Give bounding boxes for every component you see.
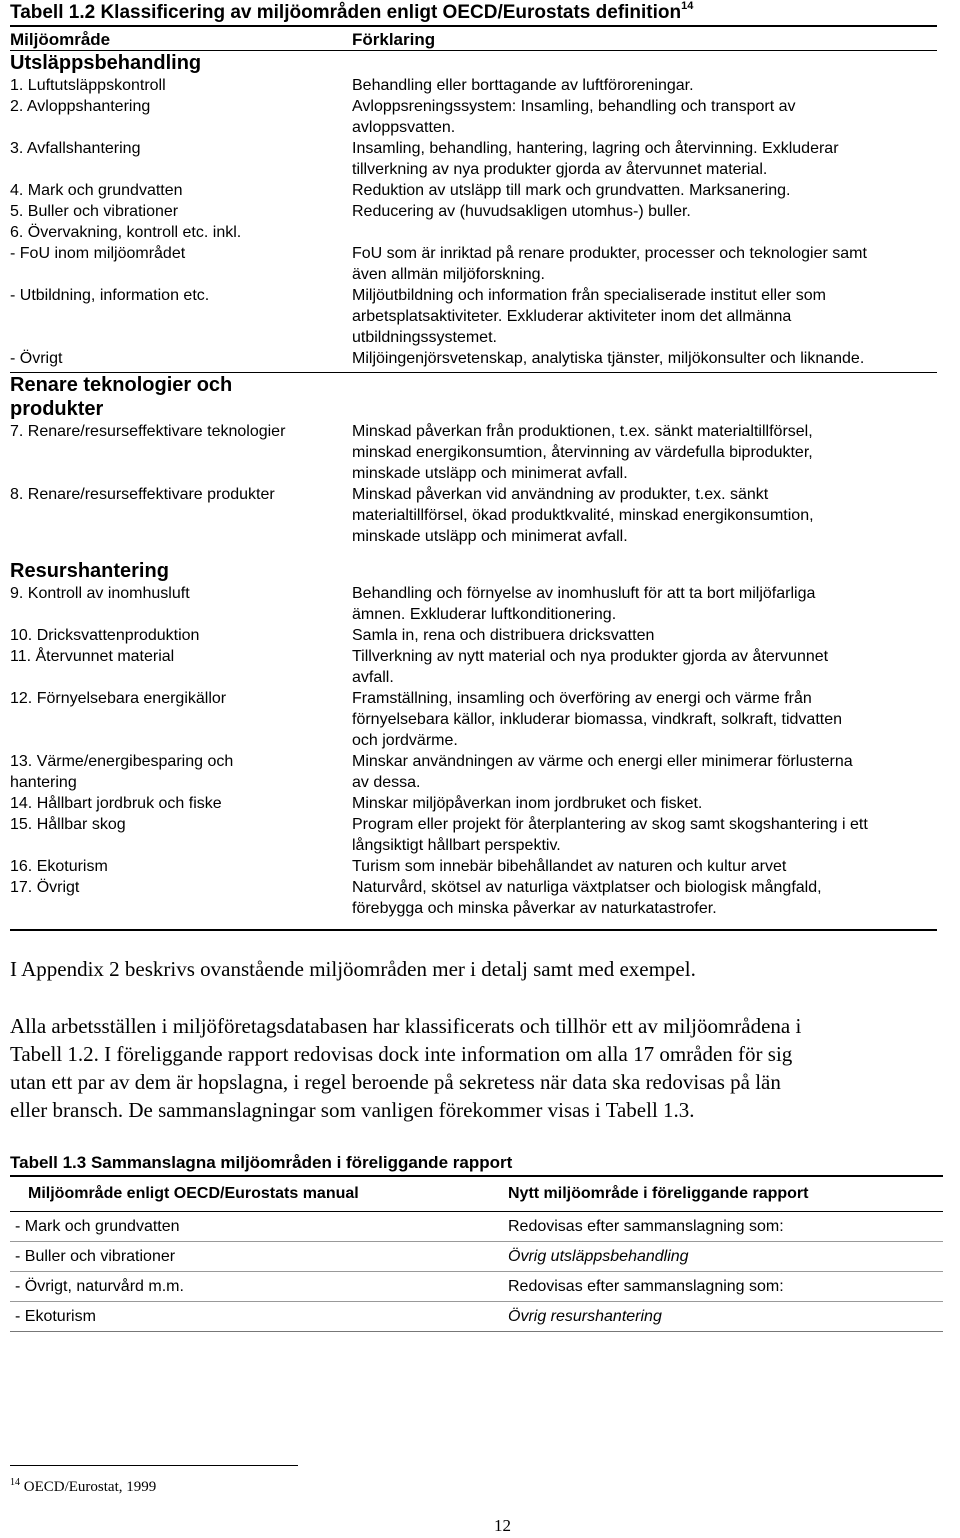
table-1-3-header — [10, 1177, 943, 1211]
table-row — [10, 484, 937, 547]
new-area-cell: Övrig utsläppsbehandling — [508, 1247, 689, 1265]
table-row — [10, 583, 937, 625]
paragraph-classification — [10, 1012, 960, 1124]
section-heading-1: Utsläppsbehandling — [10, 52, 202, 74]
description-line: Framställning, insamling och överföring av energi och värme från — [352, 690, 812, 707]
description-line: Reduktion av utsläpp till mark och grundvatten. Marksanering. — [352, 182, 791, 199]
area-line: 3. Avfallshantering — [10, 140, 141, 157]
header-new: Nytt miljöområde i föreliggande rapport — [508, 1185, 809, 1202]
area-line: 10. Dricksvattenproduktion — [10, 627, 200, 644]
section-1-rows — [10, 75, 937, 222]
area-line: 2. Avloppshantering — [10, 98, 151, 115]
area-line: 12. Förnyelsebara energikällor — [10, 690, 227, 707]
description-line: utbildningssystemet. — [352, 329, 497, 346]
description-line: arbetsplatsaktiviteter. Exkluderar aktiviteter inom det allmänna — [352, 308, 792, 325]
table-1-2-caption — [10, 2, 693, 24]
area-line: 1. Luftutsläppskontroll — [10, 77, 166, 94]
new-area-cell: Redovisas efter sammanslagning som: — [508, 1217, 784, 1235]
area-line: hantering — [10, 774, 77, 791]
header-area: Miljöområde — [10, 30, 111, 49]
section-heading-3: Resurshantering — [10, 560, 169, 582]
description-line: förebygga och minska påverkar av naturkatastrofer. — [352, 900, 717, 917]
table-row — [10, 646, 937, 688]
description-cell — [352, 625, 937, 646]
area-line: 17. Övrigt — [10, 879, 80, 896]
oecd-area-cell: - Mark och grundvatten — [15, 1217, 180, 1235]
area-line: 14. Hållbart jordbruk och fiske — [10, 795, 222, 812]
description-cell — [352, 793, 937, 814]
table-row — [10, 814, 937, 856]
description-cell — [352, 856, 937, 877]
section-3-rows — [10, 583, 937, 919]
table-row — [10, 1302, 943, 1332]
description-cell — [352, 348, 937, 369]
description-line: Behandling eller borttagande av luftföroreningar. — [352, 77, 694, 94]
area-cell — [10, 201, 352, 222]
area-cell — [10, 180, 352, 201]
description-line: Program eller projekt för återplantering av skog samt skogshantering i ett — [352, 816, 868, 833]
description-cell — [352, 814, 937, 856]
description-line: FoU som är inriktad på renare produkter, processer och teknologier samt — [352, 245, 867, 262]
description-cell — [352, 646, 937, 688]
area-line: 7. Renare/resurseffektivare teknologier — [10, 423, 286, 440]
section-heading-2-line1: Renare teknologier och — [10, 374, 233, 396]
description-cell — [352, 243, 937, 285]
page-number: 12 — [494, 1516, 511, 1535]
table-row — [10, 625, 937, 646]
description-cell — [352, 484, 937, 547]
table-row — [10, 688, 937, 751]
description-line: ämnen. Exkluderar luftkonditionering. — [352, 606, 617, 623]
area-cell — [10, 484, 352, 547]
area-line: 11. Återvunnet material — [10, 648, 175, 665]
description-line: Naturvård, skötsel av naturliga växtplatser och biologisk mångfald, — [352, 879, 822, 896]
description-line: och jordvärme. — [352, 732, 458, 749]
new-area-cell: Övrig resurshantering — [508, 1307, 662, 1325]
footnote — [10, 1477, 156, 1496]
table-row — [10, 285, 937, 348]
description-cell — [352, 688, 937, 751]
description-line: Minskad påverkan vid användning av produkter, t.ex. sänkt — [352, 486, 769, 503]
area-line: - Utbildning, information etc. — [10, 287, 210, 304]
item-6-heading: 6. Övervakning, kontroll etc. inkl. — [10, 224, 242, 241]
description-line: Samla in, rena och distribuera dricksvatten — [352, 627, 655, 644]
description-line: Reducering av (huvudsakligen utomhus-) buller. — [352, 203, 691, 220]
table-row — [10, 243, 937, 285]
description-line: materialtillförsel, ökad produktkvalité, minskad energikonsumtion, — [352, 507, 814, 524]
paragraph-appendix: I Appendix 2 beskrivs ovanstående miljöområden mer i detalj samt med exempel. — [10, 957, 696, 981]
footnote-number: 14 — [10, 1477, 20, 1488]
description-line: Tillverkning av nytt material och nya produkter gjorda av återvunnet — [352, 648, 829, 665]
table-row — [10, 877, 937, 919]
table-row — [10, 75, 937, 96]
description-line: Insamling, behandling, hantering, lagring och återvinning. Exkluderar — [352, 140, 839, 157]
description-cell — [352, 201, 937, 222]
table-header — [10, 27, 937, 50]
area-line: 9. Kontroll av inomhusluft — [10, 585, 190, 602]
area-cell — [10, 814, 352, 856]
description-line: av dessa. — [352, 774, 421, 791]
description-line: Miljöutbildning och information från specialiserade institut eller som — [352, 287, 827, 304]
description-line: även allmän miljöforskning. — [352, 266, 545, 283]
table-row — [10, 1272, 943, 1302]
description-cell — [352, 180, 937, 201]
description-line: Avloppsreningssystem: Insamling, behandling och transport av — [352, 98, 796, 115]
oecd-area-cell: - Buller och vibrationer — [15, 1247, 176, 1265]
section-6-rows — [10, 243, 937, 369]
table-row — [10, 138, 937, 180]
area-line: 13. Värme/energibesparing och — [10, 753, 234, 770]
header-explanation: Förklaring — [352, 30, 436, 49]
table-row — [10, 348, 937, 369]
area-line: 5. Buller och vibrationer — [10, 203, 179, 220]
oecd-area-cell: - Ekoturism — [15, 1307, 96, 1325]
table-row — [10, 793, 937, 814]
area-line: - Övrigt — [10, 350, 63, 367]
table-1-3-caption: Tabell 1.3 Sammanslagna miljöområden i föreliggande rapport — [10, 1153, 513, 1172]
area-cell — [10, 348, 352, 369]
area-cell — [10, 138, 352, 180]
table-row — [10, 856, 937, 877]
area-line: 8. Renare/resurseffektivare produkter — [10, 486, 275, 503]
description-line: Minskar användningen av värme och energi eller minimerar förlusterna — [352, 753, 853, 770]
description-line: långsiktigt hållbart perspektiv. — [352, 837, 561, 854]
footnote-rule — [10, 1465, 298, 1466]
description-line: minskade utsläpp och minimerat avfall. — [352, 528, 628, 545]
description-line: Miljöingenjörsvetenskap, analytiska tjänster, miljökonsulter och liknande. — [352, 350, 865, 367]
caption-text: Tabell 1.2 Klassificering av miljöområden enligt OECD/Eurostats definition — [10, 2, 682, 23]
description-line: avfall. — [352, 669, 394, 686]
paragraph-line: utan ett par av dem är hopslagna, i regel beroende på sekretess när data ska redovisas på län — [10, 1070, 781, 1094]
area-cell — [10, 793, 352, 814]
table-1-3 — [10, 1175, 943, 1332]
description-cell — [352, 138, 937, 180]
table-row — [10, 180, 937, 201]
section-heading-2 — [10, 373, 937, 421]
area-cell — [10, 243, 352, 285]
area-cell — [10, 751, 352, 793]
paragraph-line: Tabell 1.2. I föreliggande rapport redovisas dock inte information om alla 17 områden för sig — [10, 1042, 793, 1066]
description-line: avloppsvatten. — [352, 119, 456, 136]
description-cell — [352, 583, 937, 625]
section-heading-2-line2: produkter — [10, 398, 104, 420]
footnote-ref: 14 — [681, 0, 694, 12]
header-oecd: Miljöområde enligt OECD/Eurostats manual — [28, 1185, 359, 1202]
area-cell — [10, 285, 352, 348]
description-line: Turism som innebär bibehållandet av naturen och kultur arvet — [352, 858, 787, 875]
area-cell — [10, 421, 352, 484]
area-cell — [10, 646, 352, 688]
new-area-cell: Redovisas efter sammanslagning som: — [508, 1277, 784, 1295]
description-cell — [352, 751, 937, 793]
description-line: Minskar miljöpåverkan inom jordbruket och fisket. — [352, 795, 703, 812]
area-line: 15. Hållbar skog — [10, 816, 126, 833]
description-cell — [352, 877, 937, 919]
area-cell — [10, 625, 352, 646]
area-cell — [10, 96, 352, 138]
area-line: 4. Mark och grundvatten — [10, 182, 183, 199]
table-row — [10, 96, 937, 138]
footnote-text: OECD/Eurostat, 1999 — [23, 1479, 157, 1495]
table-row — [10, 421, 937, 484]
section-2-rows — [10, 421, 937, 547]
table-1-3-rows — [10, 1212, 943, 1332]
description-cell — [352, 75, 937, 96]
description-cell — [352, 96, 937, 138]
table-row — [10, 1212, 943, 1242]
table-1-2 — [10, 25, 937, 931]
description-line: minskade utsläpp och minimerat avfall. — [352, 465, 628, 482]
table-row — [10, 201, 937, 222]
description-cell — [352, 285, 937, 348]
area-cell — [10, 877, 352, 919]
table-row — [10, 1242, 943, 1272]
area-line: - FoU inom miljöområdet — [10, 245, 186, 262]
area-cell — [10, 688, 352, 751]
description-line: Behandling och förnyelse av inomhusluft för att ta bort miljöfarliga — [352, 585, 816, 602]
description-cell — [352, 421, 937, 484]
area-cell — [10, 75, 352, 96]
area-cell — [10, 583, 352, 625]
description-line: förnyelsebara källor, inkluderar biomassa, vindkraft, solkraft, tidvatten — [352, 711, 843, 728]
area-cell — [10, 856, 352, 877]
description-line: Minskad påverkan från produktionen, t.ex. sänkt materialtillförsel, — [352, 423, 813, 440]
description-line: minskad energikonsumtion, återvinning av värdefulla biprodukter, — [352, 444, 813, 461]
paragraph-line: eller bransch. De sammanslagningar som vanligen förekommer visas i Tabell 1.3. — [10, 1098, 695, 1122]
description-line: tillverkning av nya produkter gjorda av återvunnet material. — [352, 161, 768, 178]
area-line: 16. Ekoturism — [10, 858, 108, 875]
table-row — [10, 751, 937, 793]
paragraph-line: Alla arbetsställen i miljöföretagsdatabasen har klassificerats och tillhör ett av miljöområdena i — [10, 1014, 802, 1038]
oecd-area-cell: - Övrigt, naturvård m.m. — [15, 1277, 184, 1295]
